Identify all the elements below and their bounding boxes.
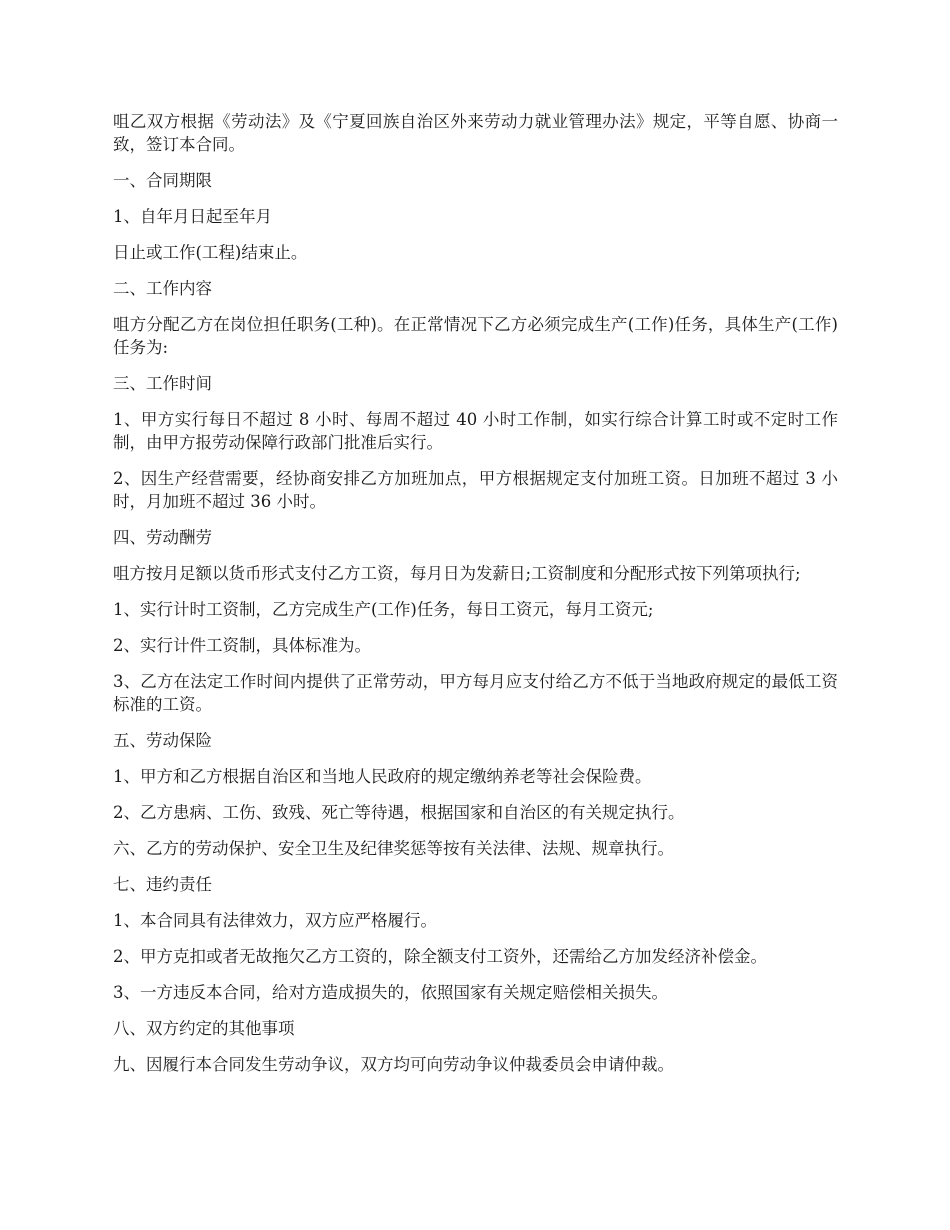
remuneration-paragraph: 咀方按月足额以货币形式支付乙方工资，每月日为发薪日;工资制度和分配形式按下列第项执行;: [113, 564, 801, 583]
section-heading-work-content: 二、工作内容: [113, 279, 212, 298]
term-clause-1-continued: 日止或工作(工程)结束止。: [113, 243, 308, 262]
insurance-clause-1: 1、甲方和乙方根据自治区和当地人民政府的规定缴纳养老等社会保险费。: [113, 767, 652, 786]
work-hours-clause-1: 1、甲方实行每日不超过 8 小时、每周不超过 40 小时工作制，如实行综合计算工时或不定时工作制，由甲方报劳动保障行政部门批准后实行。: [113, 410, 838, 452]
term-clause-1: 1、自年月日起至年月: [113, 207, 272, 226]
remuneration-clause-3: 3、乙方在法定工作时间内提供了正常劳动，甲方每月应支付给乙方不低于当地政府规定的最低工资标准的工资。: [113, 672, 838, 714]
work-content-paragraph: 咀方分配乙方在岗位担任职务(工种)。在正常情况下乙方必须完成生产(工作)任务，具体生产(工作)任务为:: [113, 315, 838, 357]
section-heading-work-hours: 三、工作时间: [113, 374, 212, 393]
section-heading-other-matters: 八、双方约定的其他事项: [113, 1019, 295, 1038]
section-heading-term: 一、合同期限: [113, 171, 212, 190]
section-heading-remuneration: 四、劳动酬劳: [113, 528, 212, 547]
section-dispute: 九、因履行本合同发生劳动争议，双方均可向劳动争议仲裁委员会申请仲裁。: [113, 1055, 674, 1074]
remuneration-clause-1: 1、实行计时工资制，乙方完成生产(工作)任务，每日工资元，每月工资元;: [113, 600, 654, 619]
remuneration-clause-2: 2、实行计件工资制，具体标准为。: [113, 636, 371, 655]
intro-paragraph: 咀乙双方根据《劳动法》及《宁夏回族自治区外来劳动力就业管理办法》规定，平等自愿、协商一致，签订本合同。: [113, 112, 838, 154]
insurance-clause-2: 2、乙方患病、工伤、致残、死亡等待遇，根据国家和自治区的有关规定执行。: [113, 803, 685, 822]
work-hours-clause-2: 2、因生产经营需要，经协商安排乙方加班加点，甲方根据规定支付加班工资。日加班不超过 3 小时，月加班不超过 36 小时。: [113, 469, 838, 511]
section-heading-liability: 七、违约责任: [113, 875, 212, 894]
liability-clause-3: 3、一方违反本合同，给对方造成损失的，依照国家有关规定赔偿相关损失。: [113, 983, 668, 1002]
liability-clause-2: 2、甲方克扣或者无故拖欠乙方工资的，除全额支付工资外，还需给乙方加发经济补偿金。: [113, 947, 767, 966]
section-heading-insurance: 五、劳动保险: [113, 731, 212, 750]
document-body: [113, 110, 838, 1089]
section-protection: 六、乙方的劳动保护、安全卫生及纪律奖惩等按有关法律、法规、规章执行。: [113, 839, 674, 858]
liability-clause-1: 1、本合同具有法律效力，双方应严格履行。: [113, 911, 437, 930]
